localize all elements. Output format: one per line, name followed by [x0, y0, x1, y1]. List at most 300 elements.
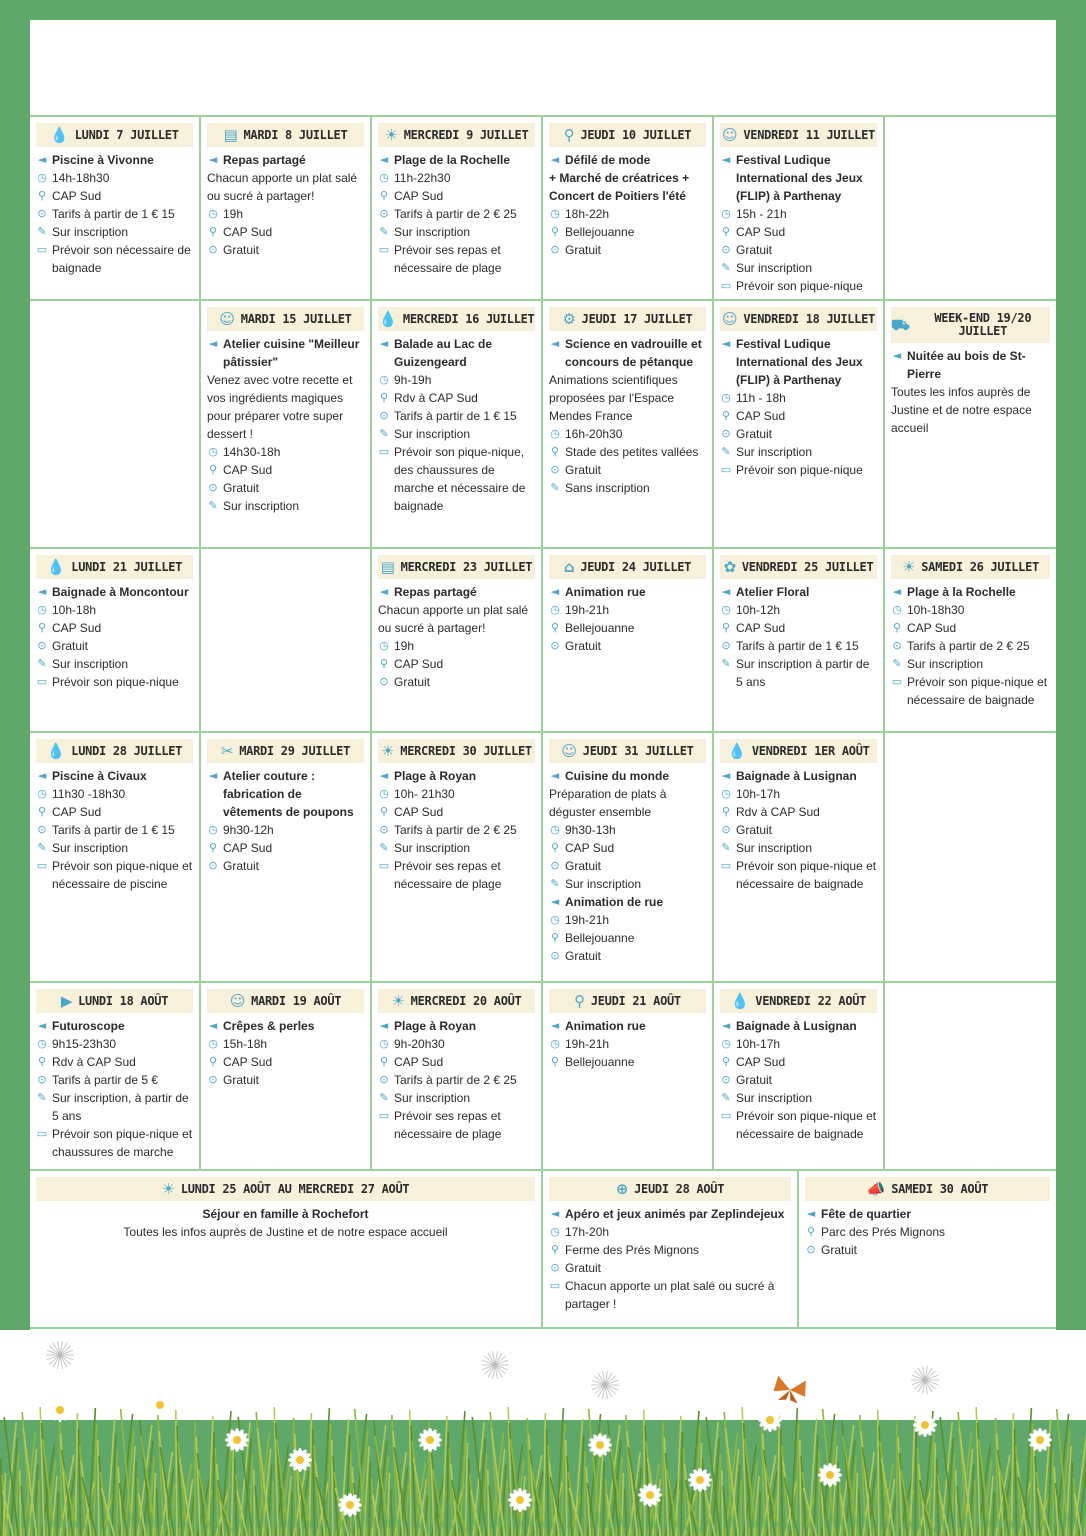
event-line	[720, 389, 877, 407]
event-detail: CAP Sud	[223, 841, 273, 855]
event-detail: 10h-17h	[736, 1037, 781, 1051]
megaphone-icon: ◄	[550, 895, 560, 908]
coin-icon: ⊙	[721, 1073, 731, 1086]
event-detail: Tarifs à partir de 1 € 15	[394, 409, 517, 423]
clock-icon: ◷	[37, 787, 47, 800]
day-title: LUNDI 28 JUILLET	[71, 744, 183, 758]
coin-icon: ⊙	[379, 675, 389, 688]
pen-icon: ✎	[37, 1091, 47, 1104]
event-line	[891, 601, 1050, 619]
event-line	[720, 223, 877, 241]
bag-icon: ▭	[720, 859, 732, 872]
event-line	[36, 619, 193, 637]
megaphone-icon: ◄	[208, 1019, 218, 1032]
event-line	[378, 1035, 535, 1053]
event-line	[549, 601, 706, 619]
clock-icon: ◷	[550, 913, 560, 926]
event-detail: Toutes les infos auprès de Justine et de notre espace accueil	[891, 385, 1032, 435]
drop-icon: 💧	[46, 558, 66, 576]
event-line	[207, 335, 364, 371]
event-title: Séjour en famille à Rochefort	[202, 1207, 369, 1221]
event-line	[549, 893, 706, 911]
megaphone-icon: ◄	[37, 585, 47, 598]
clock-icon: ◷	[379, 1037, 389, 1050]
pin-icon: ⚲	[208, 841, 218, 854]
event-title: Science en vadrouille et concours de pétanque	[565, 337, 702, 369]
event-line	[549, 443, 706, 461]
event-detail: Gratuit	[223, 1073, 260, 1087]
day-header	[207, 989, 364, 1013]
event-line	[549, 223, 706, 241]
event-line	[549, 425, 706, 443]
day-header	[720, 739, 877, 763]
event-detail: Rdv à CAP Sud	[394, 391, 478, 405]
megaphone-icon: ◄	[550, 153, 560, 166]
event-line	[378, 187, 535, 205]
megaphone-icon: ◄	[37, 769, 47, 782]
smile-icon: ☺	[219, 310, 235, 328]
day-title: LUNDI 25 AOÛT AU MERCREDI 27 AOÛT	[180, 1182, 410, 1196]
day-cell	[714, 733, 885, 981]
event-detail: Sur inscription	[394, 1091, 471, 1105]
megaphone-icon: ◄	[721, 769, 731, 782]
event-line	[891, 383, 1050, 437]
event-line	[805, 1223, 1050, 1241]
pin-icon: ⚲	[379, 805, 389, 818]
pin-icon: ⚲	[721, 225, 731, 238]
event-line	[549, 1259, 791, 1277]
event-detail: Prévoir son pique-nique	[736, 279, 863, 293]
event-line	[378, 1107, 535, 1143]
event-line	[378, 241, 535, 277]
event-line	[549, 241, 706, 259]
bag-icon: ▭	[549, 1279, 561, 1292]
pen-icon: ✎	[721, 841, 731, 854]
day-title: MARDI 15 JUILLET	[240, 312, 352, 326]
event-detail: Prévoir son pique-nique et nécessaire de baignade	[907, 675, 1048, 707]
event-detail: 15h - 21h	[736, 207, 787, 221]
event-line	[36, 1035, 193, 1053]
day-title: JEUDI 31 JUILLET	[582, 744, 694, 758]
event-line	[207, 1035, 364, 1053]
clock-icon: ◷	[37, 171, 47, 184]
event-title: Atelier Floral	[736, 585, 810, 599]
megaphone-icon: ◄	[721, 337, 731, 350]
event-detail: Venez avec votre recette et vos ingrédients magiques pour préparer votre super dessert !	[207, 373, 353, 441]
clock-icon: ◷	[721, 1037, 731, 1050]
event-line	[549, 1035, 706, 1053]
event-detail: 15h-18h	[223, 1037, 268, 1051]
sun-icon: ☀	[902, 558, 916, 576]
coin-icon: ⊙	[550, 949, 560, 962]
day-header	[549, 123, 706, 147]
event-detail: Chacun apporte un plat salé ou sucré à partager!	[207, 171, 358, 203]
week-row	[30, 299, 1056, 547]
day-cell	[885, 733, 1056, 981]
event-detail: Prévoir son pique-nique et nécessaire de baignade	[736, 859, 877, 891]
day-title: MERCREDI 16 JUILLET	[402, 312, 535, 326]
event-line	[720, 1053, 877, 1071]
scissors-icon: ✂	[220, 742, 234, 760]
event-detail: Gratuit	[565, 639, 602, 653]
chat-icon: ▤	[223, 126, 238, 144]
event-line	[378, 1017, 535, 1035]
megaphone-icon: ◄	[550, 1207, 560, 1220]
event-detail: Sur inscription	[736, 1091, 813, 1105]
megaphone-icon: ◄	[550, 769, 560, 782]
event-detail: Gratuit	[736, 243, 773, 257]
clock-icon: ◷	[550, 823, 560, 836]
event-line	[378, 371, 535, 389]
event-detail: 9h30-13h	[565, 823, 616, 837]
clock-icon: ◷	[550, 1225, 560, 1238]
event-line	[720, 1107, 877, 1143]
clock-icon: ◷	[37, 603, 47, 616]
clock-icon: ◷	[721, 787, 731, 800]
event-line	[891, 637, 1050, 655]
pin-icon: ⚲	[550, 931, 560, 944]
event-line	[378, 223, 535, 241]
event-detail: Animations scientifiques proposées par l'Espace Mendes France	[549, 373, 678, 423]
event-detail: 10h-12h	[736, 603, 781, 617]
event-line	[36, 1071, 193, 1089]
pin-icon: ⚲	[550, 445, 560, 458]
event-detail: 14h-18h30	[52, 171, 110, 185]
event-line	[720, 259, 877, 277]
event-detail: Prévoir son pique-nique et chaussures de marche	[52, 1127, 193, 1159]
day-title: MARDI 19 AOÛT	[251, 994, 342, 1008]
meadow-illustration	[0, 1330, 1086, 1536]
event-line	[207, 223, 364, 241]
event-detail: Prévoir son pique-nique, des chaussures de marche et nécessaire de baignade	[394, 445, 526, 513]
pin-icon: ⚲	[37, 189, 47, 202]
event-line	[549, 947, 706, 965]
event-detail: 9h-19h	[394, 373, 432, 387]
event-detail: Sur inscription, à partir de 5 ans	[52, 1091, 189, 1123]
event-line	[891, 583, 1050, 601]
coin-icon: ⊙	[379, 1073, 389, 1086]
day-cell	[543, 549, 714, 731]
clock-icon: ◷	[208, 823, 218, 836]
bag-icon: ▭	[891, 675, 903, 688]
event-line	[378, 389, 535, 407]
clock-icon: ◷	[379, 639, 389, 652]
event-detail: Gratuit	[565, 1261, 602, 1275]
event-line	[378, 1089, 535, 1107]
event-title: Animation de rue	[565, 895, 664, 909]
event-line	[207, 1017, 364, 1035]
day-title: JEUDI 10 JUILLET	[580, 128, 692, 142]
event-detail: Chacun apporte un plat salé ou sucré à partager!	[378, 603, 529, 635]
last-row	[30, 1169, 1056, 1329]
day-header	[891, 307, 1050, 343]
pen-icon: ✎	[379, 225, 389, 238]
day-cell	[714, 549, 885, 731]
event-detail: 19h	[223, 207, 244, 221]
event-line	[891, 655, 1050, 673]
event-title: Baignade à Lusignan	[736, 769, 857, 783]
day-cell	[885, 301, 1056, 547]
event-line	[36, 205, 193, 223]
event-line	[378, 1053, 535, 1071]
drop-icon: 💧	[730, 992, 750, 1010]
event-line	[207, 1053, 364, 1071]
event-line	[891, 619, 1050, 637]
sun-icon: ☀	[161, 1180, 175, 1198]
day-header	[36, 123, 193, 147]
drop-icon: 💧	[378, 310, 397, 328]
day-title: SAMEDI 26 JUILLET	[921, 560, 1039, 574]
event-title: + Marché de créatrices + Concert de Poitiers l'été	[549, 171, 690, 203]
day-title: VENDREDI 25 JUILLET	[741, 560, 874, 574]
clock-icon: ◷	[892, 603, 902, 616]
event-title: Baignade à Moncontour	[52, 585, 189, 599]
bag-icon: ▭	[378, 859, 390, 872]
event-line	[378, 673, 535, 691]
event-line	[207, 205, 364, 223]
event-title: Plage de la Rochelle	[394, 153, 511, 167]
pin-icon: ⚲	[379, 657, 389, 670]
coin-icon: ⊙	[37, 639, 47, 652]
event-detail: Stade des petites vallées	[565, 445, 699, 459]
day-header	[720, 555, 877, 579]
day-header	[891, 555, 1050, 579]
pin-icon: ⚲	[550, 1055, 560, 1068]
event-detail: Gratuit	[565, 243, 602, 257]
event-line	[805, 1241, 1050, 1259]
coin-icon: ⊙	[550, 463, 560, 476]
pen-icon: ✎	[721, 657, 731, 670]
event-title: Balade au Lac de Guizengeard	[394, 337, 493, 369]
event-detail: 11h - 18h	[736, 391, 786, 405]
day-cell	[885, 983, 1056, 1169]
day-title: JEUDI 24 JUILLET	[580, 560, 692, 574]
event-line	[207, 767, 364, 821]
megaphone-icon: ◄	[37, 1019, 47, 1032]
day-header	[207, 739, 364, 763]
event-line	[549, 929, 706, 947]
event-detail: Prévoir son nécessaire de baignade	[52, 243, 191, 275]
event-detail: Sur inscription	[736, 445, 813, 459]
pen-icon: ✎	[721, 1091, 731, 1104]
bag-icon: ▭	[720, 1109, 732, 1122]
event-detail: Rdv à CAP Sud	[736, 805, 820, 819]
event-line	[549, 911, 706, 929]
coin-icon: ⊙	[208, 1073, 218, 1086]
event-line	[36, 1089, 193, 1125]
pin-icon: ⚲	[37, 805, 47, 818]
event-detail: Bellejouanne	[565, 1055, 635, 1069]
event-detail: 19h-21h	[565, 913, 610, 927]
coin-icon: ⊙	[721, 243, 731, 256]
day-cell	[201, 733, 372, 981]
day-title: JEUDI 21 AOÛT	[590, 994, 681, 1008]
event-detail: Prévoir son pique-nique et nécessaire de piscine	[52, 859, 193, 891]
event-line	[36, 241, 193, 277]
event-line	[36, 169, 193, 187]
event-detail: Gratuit	[736, 427, 773, 441]
event-line	[207, 241, 364, 259]
event-detail: Tarifs à partir de 1 € 15	[52, 823, 175, 837]
event-line	[36, 151, 193, 169]
event-detail: 9h15-23h30	[52, 1037, 117, 1051]
day-cell	[543, 983, 714, 1169]
day-title: VENDREDI 22 AOÛT	[755, 994, 867, 1008]
day-cell	[201, 117, 372, 299]
event-detail: 10h-17h	[736, 787, 781, 801]
event-detail: Prévoir ses repas et nécessaire de plage	[394, 243, 502, 275]
day-header	[805, 1177, 1050, 1201]
event-line	[378, 583, 535, 601]
megaphone-icon: 📣	[866, 1180, 886, 1198]
bag-icon: ▭	[36, 675, 48, 688]
pin-icon: ⚲	[721, 621, 731, 634]
event-detail: Toutes les infos auprès de Justine et de notre espace accueil	[123, 1225, 448, 1239]
event-detail: 11h30 -18h30	[52, 787, 126, 801]
day-cell	[714, 983, 885, 1169]
bag-icon: ▭	[378, 1109, 390, 1122]
pin-icon: ⚲	[721, 409, 731, 422]
event-title: Nuitée au bois de St-Pierre	[907, 349, 1026, 381]
event-detail: CAP Sud	[565, 841, 615, 855]
coin-icon: ⊙	[550, 859, 560, 872]
event-line	[36, 637, 193, 655]
pin-icon: ⚲	[721, 1055, 731, 1068]
event-line	[207, 497, 364, 515]
coin-icon: ⊙	[721, 427, 731, 440]
event-line	[549, 821, 706, 839]
clock-icon: ◷	[550, 427, 560, 440]
day-title: LUNDI 21 JUILLET	[71, 560, 183, 574]
smile-icon: ☺	[229, 992, 246, 1010]
event-title: Atelier cuisine "Meilleur pâtissier"	[223, 337, 360, 369]
coin-icon: ⊙	[721, 639, 731, 652]
bag-icon: ▭	[36, 859, 48, 872]
event-detail: CAP Sud	[736, 225, 786, 239]
day-title: VENDREDI 1ER AOÛT	[751, 744, 870, 758]
event-detail: CAP Sud	[736, 1055, 786, 1069]
coin-icon: ⊙	[550, 243, 560, 256]
event-detail: Sur inscription	[907, 657, 984, 671]
event-detail: Sur inscription	[52, 225, 129, 239]
event-detail: Sur inscription à partir de 5 ans	[736, 657, 870, 689]
event-title: Apéro et jeux animés par Zeplindejeux	[565, 1207, 785, 1221]
megaphone-icon: ◄	[37, 153, 47, 166]
pin-icon: ⚲	[550, 841, 560, 854]
sun-icon: ☀	[384, 126, 398, 144]
event-detail: Bellejouanne	[565, 225, 635, 239]
day-cell	[714, 117, 885, 299]
day-cell	[30, 117, 201, 299]
event-detail: Gratuit	[565, 949, 602, 963]
pen-icon: ✎	[721, 445, 731, 458]
drop-icon: 💧	[50, 126, 69, 144]
megaphone-icon: ◄	[721, 585, 731, 598]
event-detail: Prévoir ses repas et nécessaire de plage	[394, 859, 502, 891]
megaphone-icon: ◄	[721, 153, 731, 166]
event-detail: Chacun apporte un plat salé ou sucré à partager !	[565, 1279, 775, 1311]
day-cell	[201, 301, 372, 547]
coin-icon: ⊙	[37, 207, 47, 220]
event-title: Festival Ludique International des Jeux (FLIP) à Parthenay	[736, 337, 863, 387]
event-detail: CAP Sud	[736, 621, 786, 635]
day-cell	[543, 117, 714, 299]
event-line	[36, 803, 193, 821]
pin-icon: ⚲	[806, 1225, 816, 1238]
event-detail: Rdv à CAP Sud	[52, 1055, 136, 1069]
event-line	[720, 821, 877, 839]
event-line	[720, 1017, 877, 1035]
day-title: JEUDI 28 AOÛT	[634, 1182, 725, 1196]
event-line	[378, 767, 535, 785]
clock-icon: ◷	[550, 603, 560, 616]
week-row	[30, 115, 1056, 299]
day-cell	[30, 983, 201, 1169]
day-cell	[543, 1171, 799, 1327]
bag-icon: ▭	[720, 463, 732, 476]
event-line	[720, 1071, 877, 1089]
event-line	[549, 169, 706, 205]
event-line	[549, 1017, 706, 1035]
day-cell	[885, 117, 1056, 299]
coin-icon: ⊙	[37, 823, 47, 836]
sun-icon: ☀	[391, 992, 405, 1010]
event-detail: Tarifs à partir de 2 € 25	[394, 1073, 517, 1087]
house-icon: ⌂	[563, 558, 575, 576]
event-line	[36, 601, 193, 619]
event-detail: Gratuit	[736, 823, 773, 837]
event-line	[207, 443, 364, 461]
event-line	[378, 407, 535, 425]
day-cell	[201, 983, 372, 1169]
event-line	[378, 785, 535, 803]
pin-icon: ⚲	[208, 1055, 218, 1068]
event-line	[36, 1017, 193, 1035]
pen-icon: ✎	[37, 225, 47, 238]
bag-icon: ▭	[36, 243, 48, 256]
event-detail: 14h30-18h	[223, 445, 281, 459]
event-detail: 9h30-12h	[223, 823, 274, 837]
event-detail: Tarifs à partir de 2 € 25	[394, 823, 517, 837]
event-detail: CAP Sud	[394, 1055, 444, 1069]
event-line	[36, 655, 193, 673]
event-line	[207, 479, 364, 497]
clock-icon: ◷	[208, 1037, 218, 1050]
event-detail: Sur inscription	[223, 499, 300, 513]
pin-icon: ⚲	[379, 1055, 389, 1068]
event-detail: CAP Sud	[52, 805, 102, 819]
event-detail: Gratuit	[223, 481, 260, 495]
pen-icon: ✎	[208, 499, 218, 512]
drop-icon: 💧	[727, 742, 746, 760]
clock-icon: ◷	[721, 207, 731, 220]
event-detail: Bellejouanne	[565, 621, 635, 635]
megaphone-icon: ◄	[208, 153, 218, 166]
event-line	[549, 151, 706, 169]
megaphone-icon: ◄	[208, 337, 218, 350]
event-line	[36, 785, 193, 803]
event-detail: 10h- 21h30	[394, 787, 455, 801]
event-detail: CAP Sud	[736, 409, 786, 423]
event-line	[549, 785, 706, 821]
pen-icon: ✎	[379, 841, 389, 854]
event-detail: Sur inscription	[394, 225, 471, 239]
event-line	[549, 767, 706, 785]
event-detail: Sur inscription	[52, 657, 129, 671]
megaphone-icon: ◄	[379, 153, 389, 166]
event-title: Défilé de mode	[565, 153, 651, 167]
smile-icon: ☺	[722, 126, 738, 144]
